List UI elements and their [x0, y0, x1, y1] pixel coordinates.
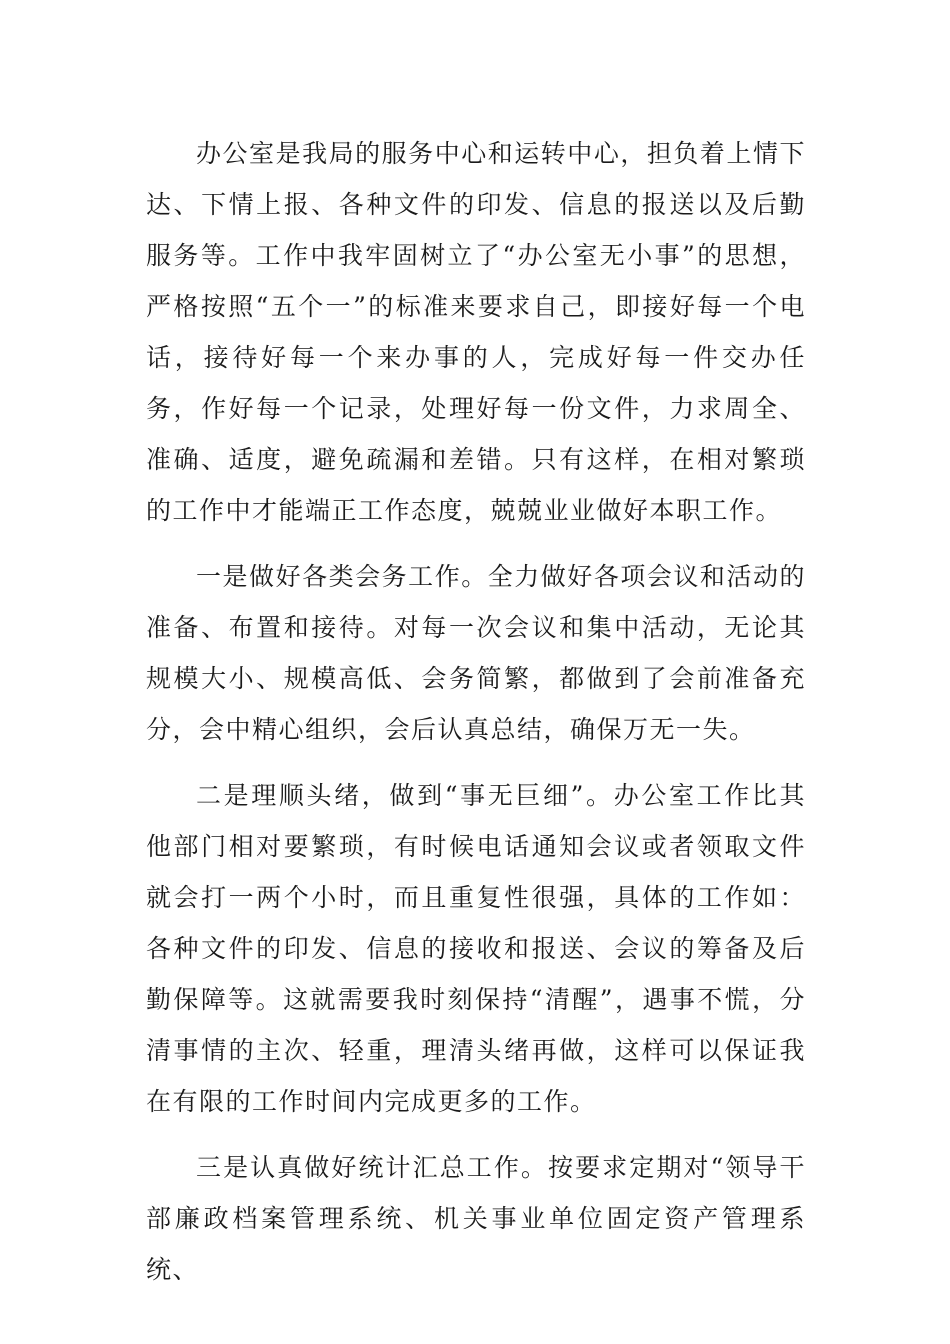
document-body: [146, 128, 806, 1295]
paragraph-organize-tasks: 二是理顺头绪，做到“事无巨细”。办公室工作比其他部门相对要繁琐，有时候电话通知会议或者领取文件就会打一两个小时，而且重复性很强，具体的工作如：各种文件的印发、信息的接收和报送、会议的筹备及后勤保障等。这就需要我时刻保持“清醒”，遇事不慌，分清事情的主次、轻重，理清头绪再做，这样可以保证我在有限的工作时间内完成更多的工作。: [146, 781, 806, 1116]
paragraph-office-overview: 办公室是我局的服务中心和运转中心，担负着上情下达、下情上报、各种文件的印发、信息的报送以及后勤服务等。工作中我牢固树立了“办公室无小事”的思想，严格按照“五个一”的标准来要求自己，即接好每一个电话，接待好每一个来办事的人，完成好每一件交办任务，作好每一个记录，处理好每一份文件，力求周全、准确、适度，避免疏漏和差错。只有这样，在相对繁琐的工作中才能端正工作态度，兢兢业业做好本职工作。: [146, 139, 806, 525]
paragraph-statistics-work: 三是认真做好统计汇总工作。按要求定期对“领导干部廉政档案管理系统、机关事业单位固定资产管理系统、: [146, 1153, 806, 1284]
paragraph-meeting-work: 一是做好各类会务工作。全力做好各项会议和活动的准备、布置和接待。对每一次会议和集中活动，无论其规模大小、规模高低、会务简繁，都做到了会前准备充分，会中精心组织，会后认真总结，确保万无一失。: [146, 562, 806, 744]
